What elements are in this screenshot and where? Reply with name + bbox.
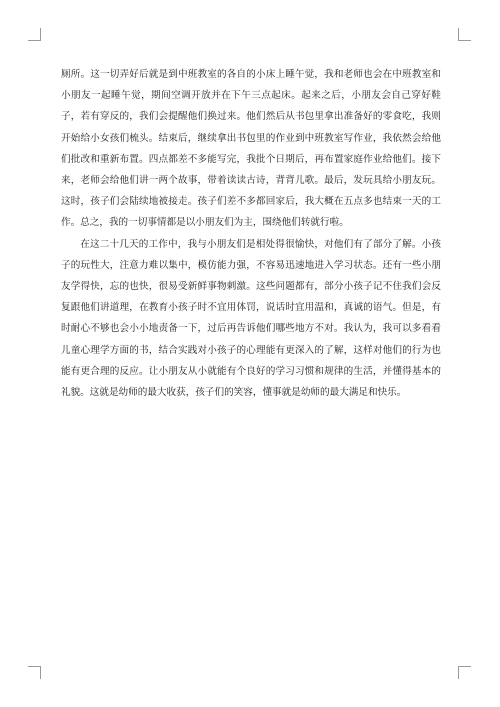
crop-mark-top-right [458,28,471,41]
paragraph-2: 在这二十几天的工作中，我与小朋友们是相处得很愉快，对他们有了部分了解。小孩子的玩性大，注意力难以集中，模仿能力强，不容易迅速地进入学习状态。还有一些小朋友学得快，忘的也快，很易受新鲜事物刺激。这些问题都有，部分小孩子记不住我们会反复跟他们讲道理，在教育小孩子时不宜用体罚，说话时宜用温和，真诚的语气。但是，有时耐心不够也会小小地责备一下，过后再告诉他们哪些地方不对。我认为，我可以多看看儿童心理学方面的书，结合实践对小孩子的心理能有更深入的了解，这样对他们的行为也能有更合理的反应。让小朋友从小就能有个良好的学习习惯和规律的生活，并懂得基本的礼貌。这就是幼师的最大收获，孩子们的笑容，懂事就是幼师的最大满足和快乐。 [61,238,441,399]
document-body [61,64,441,403]
crop-mark-bottom-right [458,666,471,679]
paragraph-1: 厕所。这一切弄好后就是到中班教室的各自的小床上睡午觉，我和老师也会在中班教室和小朋友一起睡午觉，期间空调开放并在下午三点起床。起来之后，小朋友会自己穿好鞋子，若有穿反的，我们会提醒他们换过来。他们然后从书包里拿出准备好的零食吃，我则开始给小女孩们梳头。结束后，继续拿出书包里的作业到中班教室写作业，我依然会给他们批改和重新布置。四点都差不多能写完，我批个日期后，再布置家庭作业给他们。接下来，老师会给他们讲一两个故事，带着读读古诗，背背儿歌。最后，发玩具给小朋友玩。这时，孩子们会陆续地被接走。孩子们差不多都回家后，我大概在五点多也结束一天的工作。总之，我的一切事情都是以小朋友们为主，围绕他们转就行啦。 [61,69,441,229]
crop-mark-bottom-left [28,666,41,679]
crop-mark-top-left [28,28,41,41]
